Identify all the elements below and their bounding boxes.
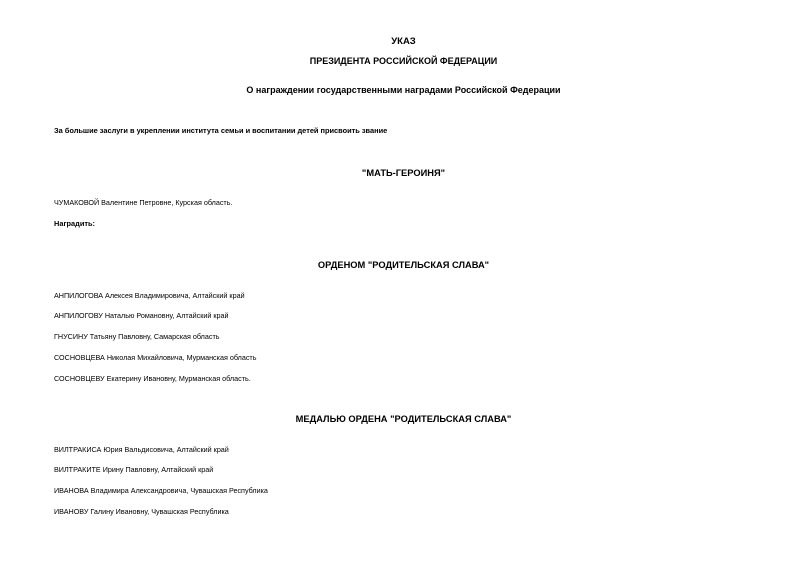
medal-recipient: ИВАНОВА Владимира Александровича, Чувашская Республика xyxy=(54,486,268,495)
intro-paragraph: За большие заслуги в укреплении института семьи и воспитании детей присвоить звание xyxy=(54,126,388,135)
section-heading-medal: МЕДАЛЬЮ ОРДЕНА "РОДИТЕЛЬСКАЯ СЛАВА" xyxy=(295,414,512,424)
order-recipient: АНПИЛОГОВУ Наталью Романовну, Алтайский край xyxy=(54,311,229,320)
title-recipient: ЧУМАКОВОЙ Валентине Петровне, Курская область. xyxy=(54,198,233,207)
document-heading: УКАЗ xyxy=(391,36,416,47)
section-heading-order: ОРДЕНОМ "РОДИТЕЛЬСКАЯ СЛАВА" xyxy=(317,260,490,270)
order-recipient: ГНУСИНУ Татьяну Павловну, Самарская область xyxy=(54,332,220,341)
title-award-heading: "МАТЬ-ГЕРОИНЯ" xyxy=(361,168,446,178)
order-recipient: СОСНОВЦЕВУ Екатерину Ивановну, Мурманская область. xyxy=(54,374,251,383)
medal-recipient: ВИЛТРАКИСА Юрия Вальдисовича, Алтайский край xyxy=(54,445,229,454)
document-issuer: ПРЕЗИДЕНТА РОССИЙСКОЙ ФЕДЕРАЦИИ xyxy=(309,56,498,66)
medal-recipient: ВИЛТРАКИТЕ Ирину Павловну, Алтайский край xyxy=(54,465,214,474)
order-recipient: АНПИЛОГОВА Алексея Владимировича, Алтайский край xyxy=(54,291,245,300)
medal-recipient: ИВАНОВУ Галину Ивановну, Чувашская Республика xyxy=(54,507,229,516)
award-label: Наградить: xyxy=(54,219,96,228)
document-subject: О награждении государственными наградами Российской Федерации xyxy=(246,85,561,95)
order-recipient: СОСНОВЦЕВА Николая Михайловича, Мурманская область xyxy=(54,353,257,362)
